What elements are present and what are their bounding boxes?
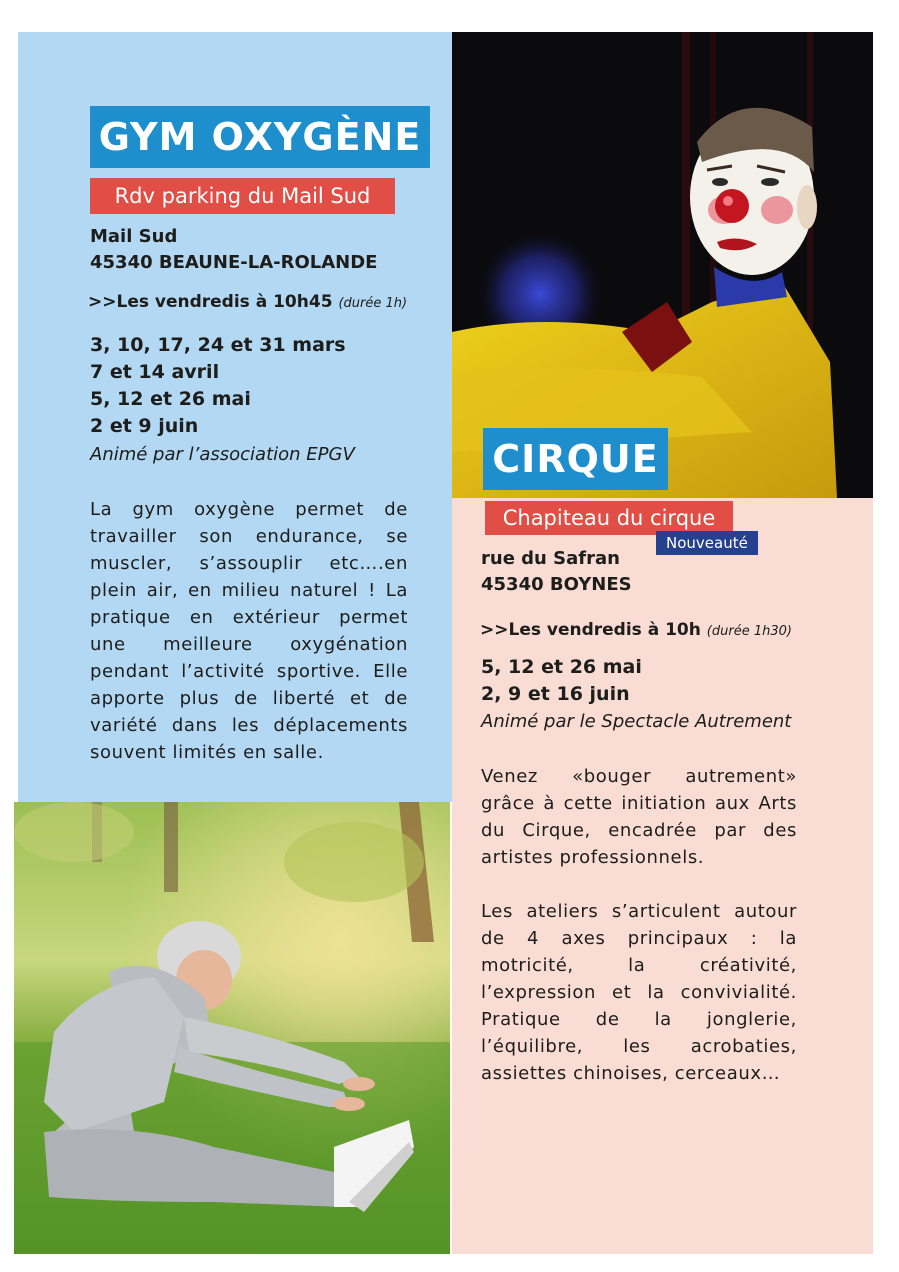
cirque-duration: (durée 1h30) [706, 624, 792, 639]
cirque-subtitle: Chapiteau du cirque [485, 501, 733, 535]
cirque-title: CIRQUE [483, 428, 668, 490]
gym-title: GYM OXYGÈNE [90, 106, 430, 168]
gym-description: La gym oxygène permet de travailler son endurance, se muscler, s’assouplir etc….en plein air, en milieu naturel ! La pratique en extérieur permet une meilleure oxygénation pendant l’activité sportive. Elle apporte plus de liberté et de variété dans les déplacements souvent limités en salle. [90, 499, 408, 763]
gym-schedule-text: >>Les vendredis à 10h45 [88, 292, 333, 312]
gym-schedule [88, 292, 407, 312]
gym-date-line: 7 et 14 avril [90, 361, 220, 383]
cirque-address [481, 546, 632, 598]
senior-woman-stretching-image [14, 802, 450, 1254]
cirque-panel [452, 498, 873, 1254]
gym-date-line: 5, 12 et 26 mai [90, 388, 251, 410]
cirque-animator: Animé par le Spectacle Autrement [481, 711, 792, 732]
gym-address-line: 45340 BEAUNE-LA-ROLANDE [90, 252, 378, 273]
cirque-description-workshops: Les ateliers s’articulent autour de 4 axes principaux : la motricité, la créativité, l’expression et la convivialité. Pratique de la jonglerie, l’équilibre, les acrobaties, assiettes chinoises, cerceaux… [481, 901, 797, 1084]
gym-duration: (durée 1h) [338, 296, 408, 311]
gym-photo [14, 802, 450, 1254]
gym-date-line: 2 et 9 juin [90, 415, 199, 437]
nouveaute-badge: Nouveauté [656, 531, 758, 555]
cirque-schedule [480, 620, 792, 640]
cirque-date-line: 5, 12 et 26 mai [481, 656, 642, 678]
gym-dates [90, 332, 346, 440]
cirque-dates [481, 654, 642, 708]
gym-subtitle: Rdv parking du Mail Sud [90, 178, 395, 214]
cirque-address-line: rue du Safran [481, 548, 620, 569]
gym-animator: Animé par l’association EPGV [90, 444, 355, 465]
cirque-schedule-text: >>Les vendredis à 10h [480, 620, 701, 640]
gym-date-line: 3, 10, 17, 24 et 31 mars [90, 334, 346, 356]
gym-address-line: Mail Sud [90, 226, 178, 247]
gym-oxygene-panel [18, 32, 452, 802]
gym-address [90, 224, 377, 276]
cirque-date-line: 2, 9 et 16 juin [481, 683, 630, 705]
cirque-description-intro: Venez «bouger autrement» grâce à cette initiation aux Arts du Cirque, encadrée par des artistes professionnels. [481, 766, 797, 868]
cirque-address-line: 45340 BOYNES [481, 574, 632, 595]
